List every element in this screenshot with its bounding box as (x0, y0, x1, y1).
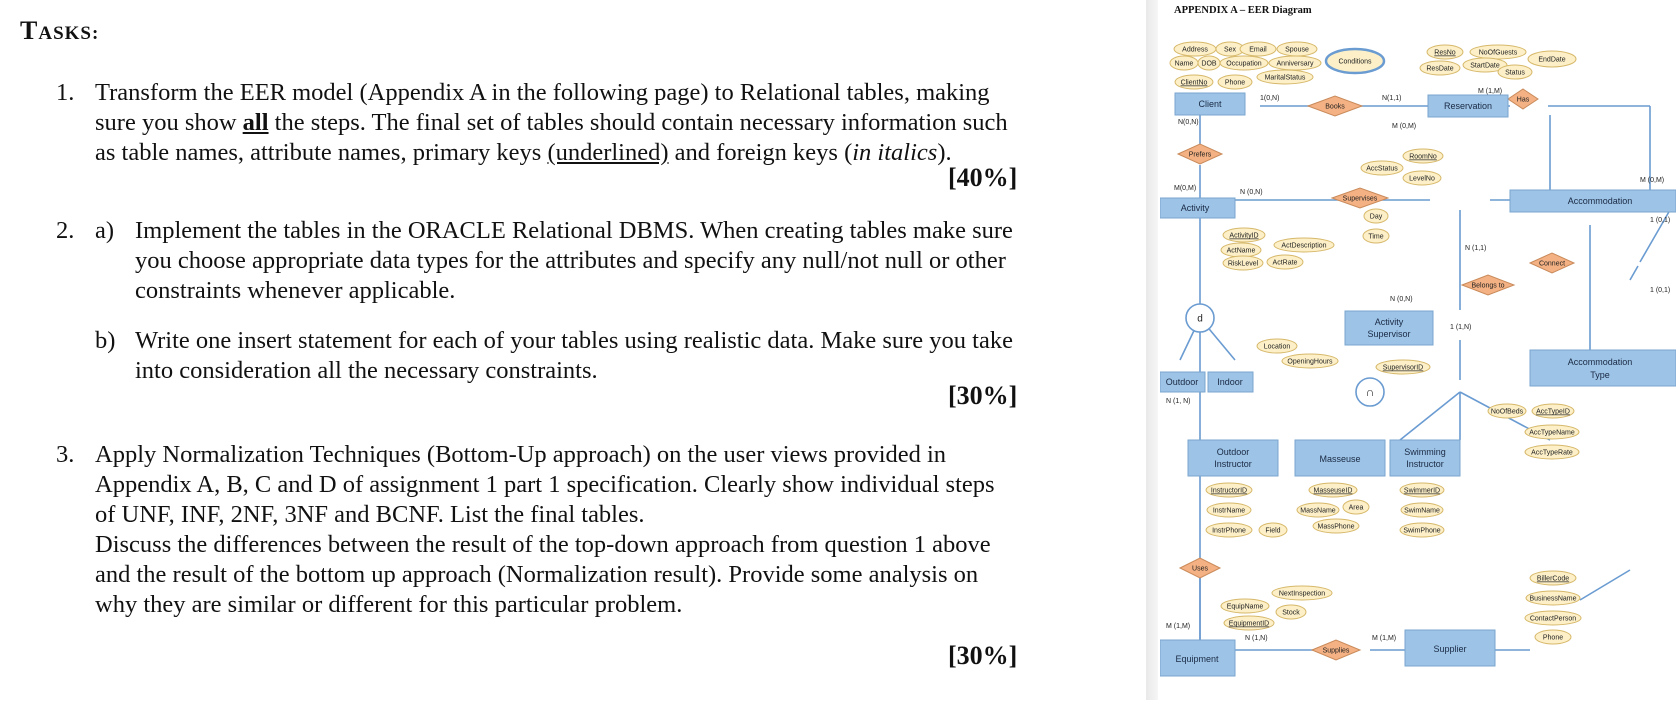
svg-text:Instructor: Instructor (1214, 459, 1252, 469)
underlined-note: (underlined) (547, 139, 669, 166)
svg-text:Belongs to: Belongs to (1471, 282, 1505, 290)
svg-text:1 (1,N): 1 (1,N) (1450, 324, 1472, 331)
svg-text:Masseuse: Masseuse (1319, 454, 1361, 464)
svg-text:Phone: Phone (1542, 634, 1564, 642)
svg-text:Time: Time (1368, 233, 1384, 241)
svg-text:Email: Email (1249, 46, 1267, 54)
svg-text:ActRate: ActRate (1272, 259, 1298, 267)
svg-text:ResNo: ResNo (1434, 49, 1456, 57)
q3-marks: [30%] (948, 641, 1018, 670)
svg-text:RiskLevel: RiskLevel (1227, 260, 1259, 268)
svg-text:Supplies: Supplies (1322, 647, 1350, 655)
acc-type-attributes (1488, 404, 1579, 459)
svg-text:N (1,1): N (1,1) (1465, 245, 1487, 252)
appendix-a-panel (1160, 0, 1676, 700)
q3-line1: Apply Normalization Techniques (Bottom-Up approach) on the user views provided in (95, 441, 947, 468)
svg-text:MassName: MassName (1300, 507, 1336, 515)
svg-text:Activity: Activity (1180, 203, 1210, 213)
svg-text:SupervisorID: SupervisorID (1382, 364, 1424, 372)
svg-text:EquipmentID: EquipmentID (1228, 620, 1270, 628)
svg-text:EndDate: EndDate (1538, 56, 1566, 64)
svg-text:ActName: ActName (1226, 247, 1256, 255)
svg-text:DOB: DOB (1201, 60, 1217, 68)
svg-text:AccTypeName: AccTypeName (1529, 429, 1575, 437)
svg-text:InstrPhone: InstrPhone (1212, 527, 1246, 535)
svg-text:Spouse: Spouse (1285, 46, 1309, 54)
svg-text:N (1,N): N (1,N) (1245, 635, 1268, 642)
svg-text:Equipment: Equipment (1175, 654, 1219, 664)
q3-line4: Discuss the differences between the result of the top-down approach from question 1 above (95, 531, 991, 558)
svg-text:M (1,M): M (1,M) (1478, 88, 1503, 95)
q3-line5: and the result of the bottom up approach (Normalization result). Provide some analysis on (95, 561, 979, 588)
svg-text:1(0,N): 1(0,N) (1260, 95, 1280, 102)
all-emphasis: all (242, 109, 269, 136)
svg-text:ClientNo: ClientNo (1180, 79, 1208, 87)
svg-text:Accommodation: Accommodation (1567, 357, 1633, 367)
svg-text:Type: Type (1590, 370, 1610, 380)
svg-text:Name: Name (1174, 60, 1194, 68)
svg-text:MasseuseID: MasseuseID (1313, 487, 1353, 495)
svg-text:1 (0,1): 1 (0,1) (1650, 287, 1671, 294)
tasks-heading (20, 16, 99, 46)
svg-text:Accommodation: Accommodation (1567, 196, 1633, 206)
svg-text:Uses: Uses (1192, 565, 1208, 573)
svg-text:Reservation: Reservation (1443, 101, 1493, 111)
svg-text:OpeningHours: OpeningHours (1287, 358, 1333, 366)
q2a-line3: constraints whenever applicable. (135, 277, 456, 304)
svg-text:Supplier: Supplier (1433, 644, 1467, 654)
q2-number: 2. (56, 217, 75, 244)
svg-text:N(0,N): N(0,N) (1178, 119, 1199, 126)
svg-text:Indoor: Indoor (1217, 377, 1243, 387)
svg-text:SwimmerID: SwimmerID (1403, 487, 1441, 495)
q2-marks: [30%] (948, 381, 1018, 410)
svg-text:Stock: Stock (1282, 609, 1300, 617)
svg-text:LevelNo: LevelNo (1409, 175, 1435, 183)
swimming-instructor-entity (1390, 440, 1460, 476)
svg-text:N (0,N): N (0,N) (1390, 296, 1413, 303)
svg-text:M (1,M): M (1,M) (1166, 623, 1191, 630)
svg-text:MassPhone: MassPhone (1317, 523, 1355, 531)
svg-text:SwimPhone: SwimPhone (1403, 527, 1441, 535)
svg-text:MaritalStatus: MaritalStatus (1264, 74, 1306, 82)
svg-text:Connect: Connect (1538, 260, 1566, 268)
q2b-line2: into consideration all the necessary constraints. (135, 357, 598, 384)
outdoor-instructor-entity (1188, 440, 1278, 476)
svg-text:InstrName: InstrName (1212, 507, 1246, 515)
q3-line3: of UNF, INF, 2NF, 3NF and BCNF. List the final tables. (95, 501, 645, 528)
svg-text:Instructor: Instructor (1406, 459, 1444, 469)
svg-text:Outdoor: Outdoor (1165, 377, 1199, 387)
italics-note: in italics (852, 139, 938, 166)
svg-text:Supervisor: Supervisor (1367, 329, 1411, 339)
eer-diagram (1160, 0, 1676, 700)
svg-text:ContactPerson: ContactPerson (1529, 615, 1577, 623)
svg-text:Books: Books (1325, 103, 1345, 111)
svg-text:∩: ∩ (1365, 385, 1375, 399)
svg-text:BillerCode: BillerCode (1536, 575, 1570, 583)
svg-text:StartDate: StartDate (1470, 62, 1500, 70)
svg-text:Field: Field (1265, 527, 1281, 535)
svg-text:Activity: Activity (1374, 317, 1404, 327)
svg-text:InstructorID: InstructorID (1210, 487, 1248, 495)
svg-text:SwimName: SwimName (1404, 507, 1440, 515)
svg-text:Conditions: Conditions (1338, 58, 1372, 66)
svg-text:RoomNo: RoomNo (1409, 153, 1437, 161)
client-attributes (1170, 42, 1384, 89)
svg-text:M (0,M): M (0,M) (1392, 123, 1417, 130)
svg-text:AccStatus: AccStatus (1366, 165, 1398, 173)
heading-rest: ASKS: (38, 23, 100, 44)
svg-text:N (0,N): N (0,N) (1240, 189, 1263, 196)
svg-text:M(0,M): M(0,M) (1174, 185, 1197, 192)
svg-text:EquipName: EquipName (1226, 603, 1264, 611)
svg-text:BusinessName: BusinessName (1529, 595, 1577, 603)
svg-text:NoOfBeds: NoOfBeds (1490, 408, 1524, 416)
accommodation-type-entity (1530, 350, 1676, 386)
appendix-title: APPENDIX A – EER Diagram (1174, 5, 1312, 16)
svg-text:AccTypeRate: AccTypeRate (1531, 449, 1573, 457)
svg-text:M (0,M): M (0,M) (1640, 177, 1665, 184)
svg-text:Occupation: Occupation (1226, 60, 1262, 68)
svg-text:Address: Address (1182, 46, 1208, 54)
page-divider (1146, 0, 1158, 700)
svg-text:Status: Status (1505, 69, 1525, 77)
svg-text:ActivityID: ActivityID (1229, 232, 1259, 240)
svg-text:NextInspection: NextInspection (1278, 590, 1326, 598)
svg-text:N (1, N): N (1, N) (1166, 398, 1191, 405)
svg-text:1 (0,1): 1 (0,1) (1650, 217, 1671, 224)
heading-first-letter: T (20, 16, 39, 45)
svg-text:Sex: Sex (1223, 46, 1237, 54)
svg-text:Location: Location (1263, 343, 1291, 351)
svg-text:Phone: Phone (1224, 79, 1246, 87)
svg-text:Swimming: Swimming (1404, 447, 1446, 457)
svg-text:Outdoor: Outdoor (1216, 447, 1250, 457)
svg-text:NoOfGuests: NoOfGuests (1478, 49, 1518, 57)
svg-text:d: d (1197, 313, 1203, 325)
q3-number: 3. (56, 441, 75, 468)
q1-line2: sure you show all the steps. The final set of tables should contain necessary information such (95, 109, 1008, 136)
svg-text:Day: Day (1369, 213, 1383, 221)
q2a-line2: you choose appropriate data types for the attributes and specify any null/not null or other (135, 247, 1006, 274)
svg-text:Has: Has (1516, 96, 1530, 104)
svg-text:AccTypeID: AccTypeID (1536, 408, 1570, 416)
svg-text:Supervises: Supervises (1342, 195, 1378, 203)
svg-text:Prefers: Prefers (1188, 151, 1212, 159)
q3-line2: Appendix A, B, C and D of assignment 1 part 1 specification. Clearly show individual steps (95, 471, 995, 498)
q1-line1: Transform the EER model (Appendix A in the following page) to Relational tables, making (95, 79, 990, 106)
q3-line6: why they are similar or different for this particular problem. (95, 591, 683, 618)
reservation-attributes (1420, 45, 1576, 79)
svg-text:Area: Area (1348, 504, 1364, 512)
activity-attributes (1221, 228, 1334, 270)
subclass-attributes (1206, 483, 1444, 537)
svg-text:Client: Client (1198, 99, 1222, 109)
svg-text:M (1,M): M (1,M) (1372, 635, 1397, 642)
svg-text:Anniversary: Anniversary (1276, 60, 1314, 68)
q1-number: 1. (56, 79, 75, 106)
svg-text:ResDate: ResDate (1426, 65, 1454, 73)
svg-text:N(1,1): N(1,1) (1382, 95, 1402, 102)
q1-marks: [40%] (948, 163, 1018, 192)
q2a-label: a) (95, 217, 115, 244)
q2b-line1: Write one insert statement for each of your tables using realistic data. Make sure you take (135, 327, 1013, 354)
equipment-attributes (1221, 571, 1581, 644)
q2a-line1: Implement the tables in the ORACLE Relational DBMS. When creating tables make sure (135, 217, 1013, 244)
q2b-label: b) (95, 327, 116, 354)
q1-line3: as table names, attribute names, primary keys (underlined) and foreign keys (in italics). (95, 139, 952, 166)
svg-text:ActDescription: ActDescription (1281, 242, 1327, 250)
